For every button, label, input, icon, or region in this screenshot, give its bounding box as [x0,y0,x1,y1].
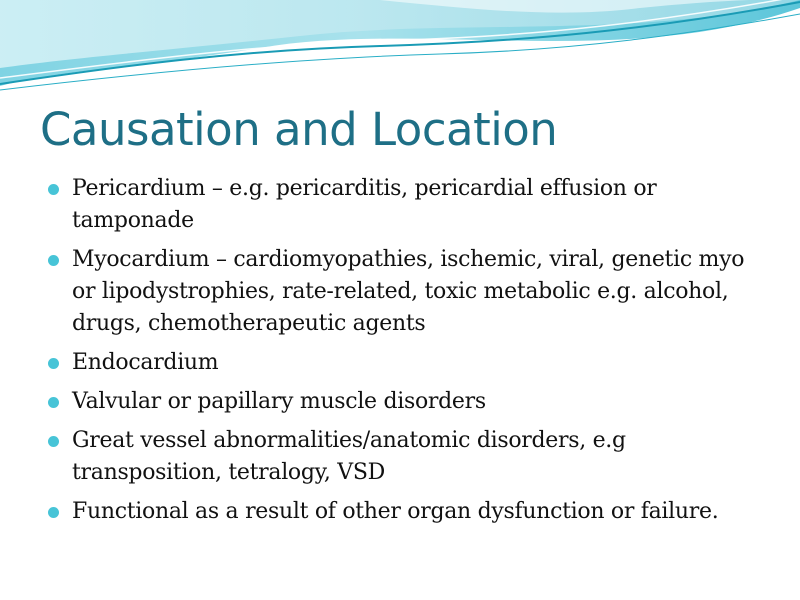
bullet-list [40,173,760,535]
list-item [40,347,760,379]
bullet-marker-icon [48,358,59,369]
list-item [40,425,760,489]
bullet-text: Pericardium – e.g. pericarditis, pericardial effusion or tamponade [72,176,657,233]
list-item [40,386,760,418]
bullet-marker-icon [48,255,59,266]
header-wave-decoration [0,0,800,95]
bullet-text: Endocardium [72,350,219,375]
list-item [40,496,760,528]
bullet-marker-icon [48,397,59,408]
bullet-marker-icon [48,184,59,195]
bullet-text: Valvular or papillary muscle disorders [72,389,486,414]
slide-title: Causation and Location [40,103,558,156]
list-item [40,244,760,340]
bullet-text: Functional as a result of other organ dysfunction or failure. [72,499,719,524]
bullet-marker-icon [48,436,59,447]
bullet-marker-icon [48,507,59,518]
list-item [40,173,760,237]
bullet-text: Myocardium – cardiomyopathies, ischemic, viral, genetic myo or lipodystrophies, rate-related, toxic metabolic e.g. alcohol, drugs, chemotherapeutic agents [72,247,745,336]
bullet-text: Great vessel abnormalities/anatomic disorders, e.g transposition, tetralogy, VSD [72,428,626,485]
